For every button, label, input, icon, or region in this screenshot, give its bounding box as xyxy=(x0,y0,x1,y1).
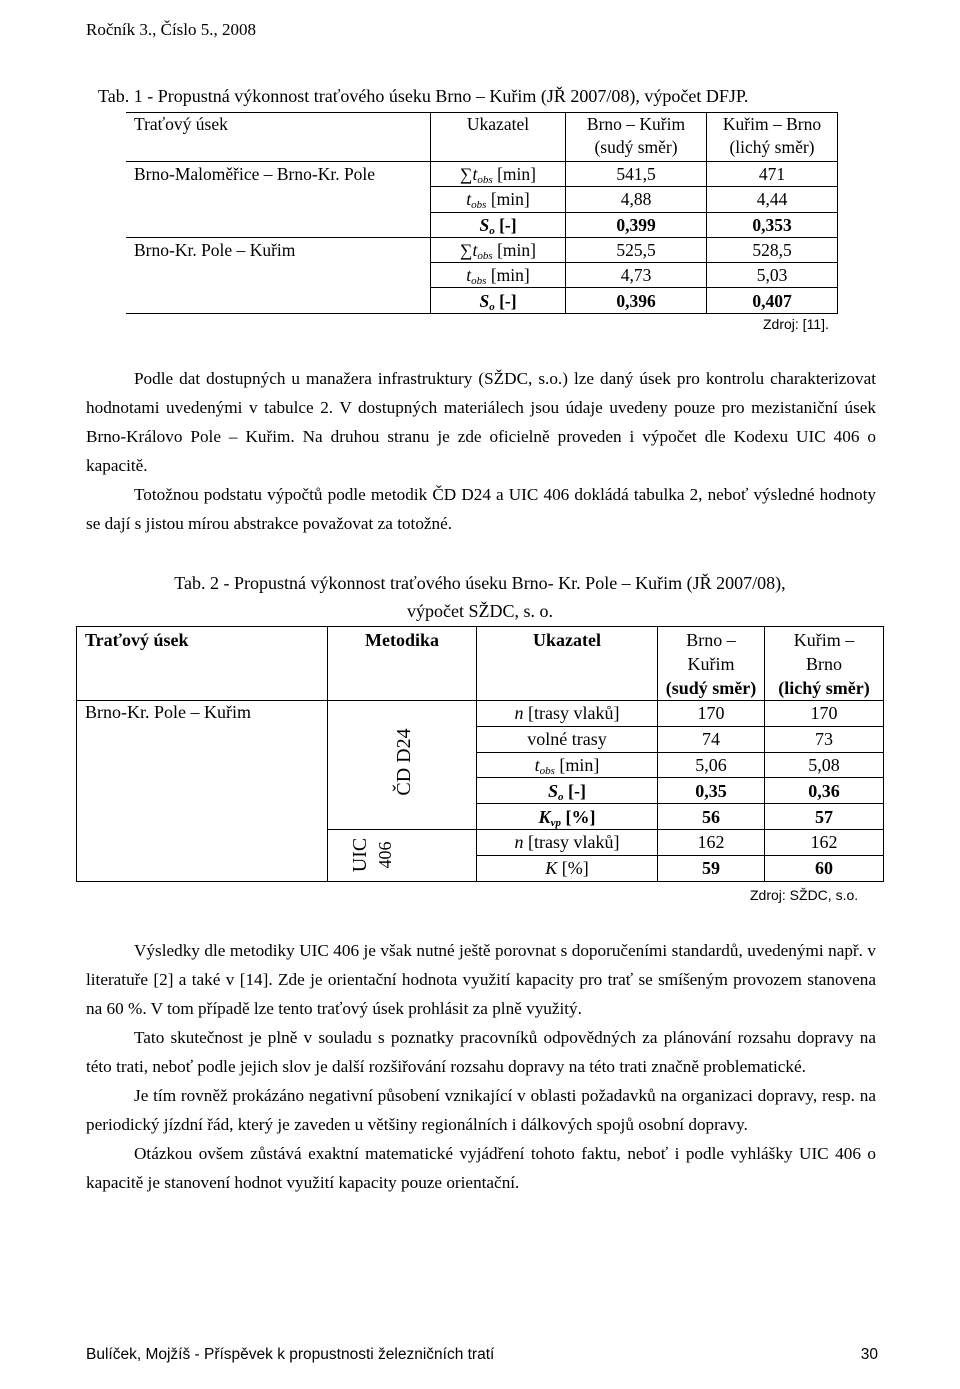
table1-source: Zdroj: [11]. xyxy=(763,316,829,332)
table-cell: 528,5 xyxy=(707,237,838,262)
table-cell: $t_{obs}$ [min] xyxy=(477,752,658,778)
table-cell: 0,353 xyxy=(707,212,838,237)
table-cell: $\sum t_{obs}$ [min] xyxy=(431,237,566,262)
t2-col-dir2: Kuřim – Brno (lichý směr) xyxy=(765,627,884,701)
table-cell: 4,73 xyxy=(566,263,707,288)
table-cell: 56 xyxy=(658,804,765,830)
table-cell: $K_{vp}$ [%] xyxy=(477,804,658,830)
table2-caption: Tab. 2 - Propustná výkonnost traťového úseku Brno- Kr. Pole – Kuřim (JŘ 2007/08), výpočet SŽDC, s. o. xyxy=(174,573,786,621)
t1-ind-s: $S_o$ [-] xyxy=(431,212,566,237)
table-cell: K [%] xyxy=(477,855,658,881)
paragraph: Tato skutečnost je plně v souladu s poznatky pracovníků odpovědných za plánování rozsahu dopravy na této trati, neboť podle jejich slov je další rozšiřování rozsahu dopravy na této trati značně problematické. xyxy=(86,1028,876,1076)
body-text-bottom xyxy=(86,936,876,1197)
table-row xyxy=(126,263,838,288)
paragraph: Je tím rovněž prokázáno negativní působení vznikající v oblasti požadavků na organizaci dopravy, resp. na periodický jízdní řád, který je zaveden u většiny regionálních i dálkových spojů osobní dopravy. xyxy=(86,1086,876,1134)
t1-col-dir2: Kuřim – Brno (lichý směr) xyxy=(707,113,838,162)
table-cell: 57 xyxy=(765,804,884,830)
table-cell: 0,407 xyxy=(707,288,838,313)
t1-ind-t: $t_{obs}$ [min] xyxy=(431,187,566,212)
table-cell: $S_o$ [-] xyxy=(431,288,566,313)
table-cell: n [trasy vlaků] xyxy=(477,829,658,855)
footer-title: Bulíček, Mojžíš - Příspěvek k propustnosti železničních tratí xyxy=(86,1346,495,1363)
table-cell: 0,399 xyxy=(566,212,707,237)
table1-caption: Tab. 1 - Propustná výkonnost traťového úseku Brno – Kuřim (JŘ 2007/08), výpočet DFJP. xyxy=(98,86,749,106)
table2 xyxy=(76,626,884,882)
table-cell: 4,44 xyxy=(707,187,838,212)
table-cell: 0,36 xyxy=(765,778,884,804)
t1-ind-sum: $\sum t_{obs}$ [min] xyxy=(431,162,566,187)
t1-col-section: Traťový úsek xyxy=(126,113,431,162)
table-cell: 541,5 xyxy=(566,162,707,187)
t2-section: Brno-Kr. Pole – Kuřim xyxy=(85,702,251,722)
page-number: 30 xyxy=(860,1346,878,1363)
table-cell: 4,88 xyxy=(566,187,707,212)
table-cell xyxy=(126,263,431,288)
table-row xyxy=(77,701,884,727)
table-cell: 5,08 xyxy=(765,752,884,778)
table-header-row xyxy=(126,113,838,162)
table-cell: 59 xyxy=(658,855,765,881)
table2-source: Zdroj: SŽDC, s.o. xyxy=(750,887,859,903)
table-cell: 170 xyxy=(658,701,765,727)
table-cell: 0,396 xyxy=(566,288,707,313)
table-header-row xyxy=(77,627,884,701)
table-cell: 0,35 xyxy=(658,778,765,804)
t1-col-indicator: Ukazatel xyxy=(431,113,566,162)
t2-col-method: Metodika xyxy=(328,627,477,701)
table-cell: 162 xyxy=(765,829,884,855)
page-footer xyxy=(86,1346,878,1364)
table-cell: 5,03 xyxy=(707,263,838,288)
table-cell: $S_o$ [-] xyxy=(477,778,658,804)
table-row xyxy=(126,187,838,212)
paragraph: Podle dat dostupných u manažera infrastruktury (SŽDC, s.o.) lze daný úsek pro kontrolu charakterizovat hodnotami uvedenými v tabulce 2. V dostupných materiálech jsou údaje uvedeny pouze pro mezistaniční úsek Brno-Královo Pole – Kuřim. Na druhou stranu je zde oficielně proveden i výpočet dle Kodexu UIC 406 o kapacitě. xyxy=(86,369,876,475)
table-row xyxy=(126,212,838,237)
table-cell: 471 xyxy=(707,162,838,187)
table1 xyxy=(126,112,838,314)
t2-method-uic: UIC 406 xyxy=(328,829,477,881)
body-text-top xyxy=(86,364,876,538)
t1-section1: Brno-Maloměřice – Brno-Kr. Pole xyxy=(126,162,431,187)
t2-method-cd: ČD D24 xyxy=(328,701,477,830)
table-row xyxy=(126,162,838,187)
paragraph: Totožnou podstatu výpočtů podle metodik ČD D24 a UIC 406 dokládá tabulka 2, neboť výsledné hodnoty se dají s jistou mírou abstrakce považovat za totožné. xyxy=(86,485,876,533)
t2-col-dir1: Brno – Kuřim (sudý směr) xyxy=(658,627,765,701)
table-cell xyxy=(126,187,431,212)
table-cell: volné trasy xyxy=(477,726,658,752)
table-row xyxy=(126,288,838,313)
table-cell: 162 xyxy=(658,829,765,855)
table-cell: 74 xyxy=(658,726,765,752)
table-cell: 525,5 xyxy=(566,237,707,262)
t2-col-section: Traťový úsek xyxy=(77,627,328,701)
table-cell: 73 xyxy=(765,726,884,752)
table-cell: n [trasy vlaků] xyxy=(477,701,658,727)
paragraph: Otázkou ovšem zůstává exaktní matematické vyjádření tohoto faktu, neboť i podle vyhlášky UIC 406 o kapacitě je stanovení hodnot využití kapacity pouze orientační. xyxy=(86,1144,876,1192)
t1-col-dir1: Brno – Kuřim (sudý směr) xyxy=(566,113,707,162)
table-cell: 60 xyxy=(765,855,884,881)
table-cell: $t_{obs}$ [min] xyxy=(431,263,566,288)
t1-section2: Brno-Kr. Pole – Kuřim xyxy=(126,237,431,262)
paragraph: Výsledky dle metodiky UIC 406 je však nutné ještě porovnat s doporučeními standardů, uvedenými např. v literatuře [2] a také v [14]. Zde je orientační hodnota využití kapacity pro trať se smíšeným provozem stanovena na 60 %. V tom případě lze tento traťový úsek prohlásit za plně využitý. xyxy=(86,941,876,1018)
table-cell xyxy=(126,212,431,237)
table-cell: 5,06 xyxy=(658,752,765,778)
table-cell xyxy=(126,288,431,313)
t2-col-indicator: Ukazatel xyxy=(477,627,658,701)
running-header: Ročník 3., Číslo 5., 2008 xyxy=(86,20,257,39)
table-row xyxy=(126,237,838,262)
table-cell: 170 xyxy=(765,701,884,727)
